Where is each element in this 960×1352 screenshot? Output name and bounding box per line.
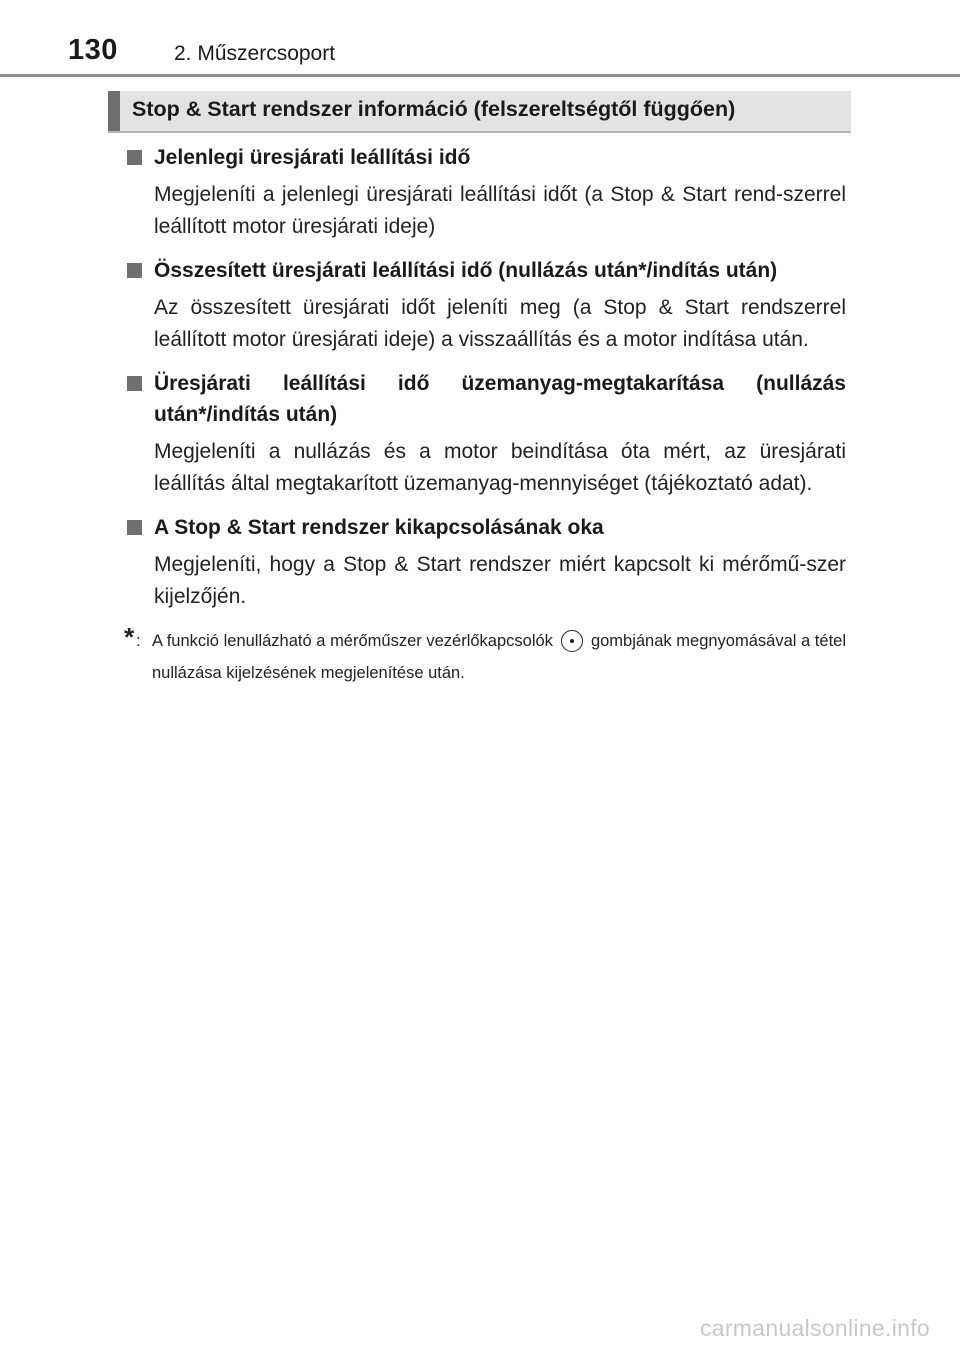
page-header	[0, 0, 960, 78]
item-heading	[124, 142, 846, 173]
footnote-asterisk: *	[124, 622, 135, 652]
footnote-text-after: gombjának megnyomásával a tétel nullázása kijelzésének megjelenítése után.	[152, 632, 846, 682]
list-item	[124, 368, 846, 500]
chapter-title: 2. Műszercsoport	[174, 42, 336, 65]
list-item	[124, 512, 846, 613]
item-title: Összesített üresjárati leállítási idő (nullázás után*/indítás után)	[154, 259, 778, 282]
header-rule	[0, 74, 960, 77]
item-description: Megjeleníti a jelenlegi üresjárati leállítási időt (a Stop & Start rend-szerrel leállított motor üresjárati ideje)	[154, 183, 846, 238]
footnote	[124, 622, 846, 689]
page-number: 130	[68, 34, 118, 66]
item-title: Üresjárati leállítási idő üzemanyag-megtakarítása (nullázás után*/indítás után)	[154, 372, 846, 426]
section-heading-box	[108, 91, 851, 133]
item-heading	[124, 512, 846, 543]
item-title: Jelenlegi üresjárati leállítási idő	[154, 146, 471, 169]
watermark: carmanualsonline.info	[699, 1315, 930, 1341]
list-item	[124, 255, 846, 356]
footnote-text-before: A funkció lenullázható a mérőműszer vezérlőkapcsolók	[152, 632, 553, 650]
list-item	[124, 142, 846, 243]
square-bullet-icon	[127, 520, 142, 535]
square-bullet-icon	[127, 263, 142, 278]
square-bullet-icon	[127, 376, 142, 391]
item-title: A Stop & Start rendszer kikapcsolásának oka	[154, 516, 604, 539]
square-bullet-icon	[127, 150, 142, 165]
item-description: Az összesített üresjárati időt jeleníti meg (a Stop & Start rendszerrel leállított motor üresjárati ideje) a visszaállítás és a motor indítása után.	[154, 296, 846, 351]
item-heading	[124, 255, 846, 286]
section-heading-accent-bar	[108, 91, 120, 131]
content	[124, 142, 846, 689]
footnote-colon: :	[136, 632, 141, 650]
item-heading	[124, 368, 846, 430]
item-description: Megjeleníti a nullázás és a motor beindítása óta mért, az üresjárati leállítás által megtakarított üzemanyag-mennyiséget (tájékoztató adat).	[154, 440, 846, 495]
item-description: Megjeleníti, hogy a Stop & Start rendszer miért kapcsolt ki mérőmű-szer kijelzőjén.	[154, 553, 846, 608]
dial-button-icon	[561, 630, 583, 652]
section-title: Stop & Start rendszer információ (felszereltségtől függően)	[132, 97, 736, 121]
